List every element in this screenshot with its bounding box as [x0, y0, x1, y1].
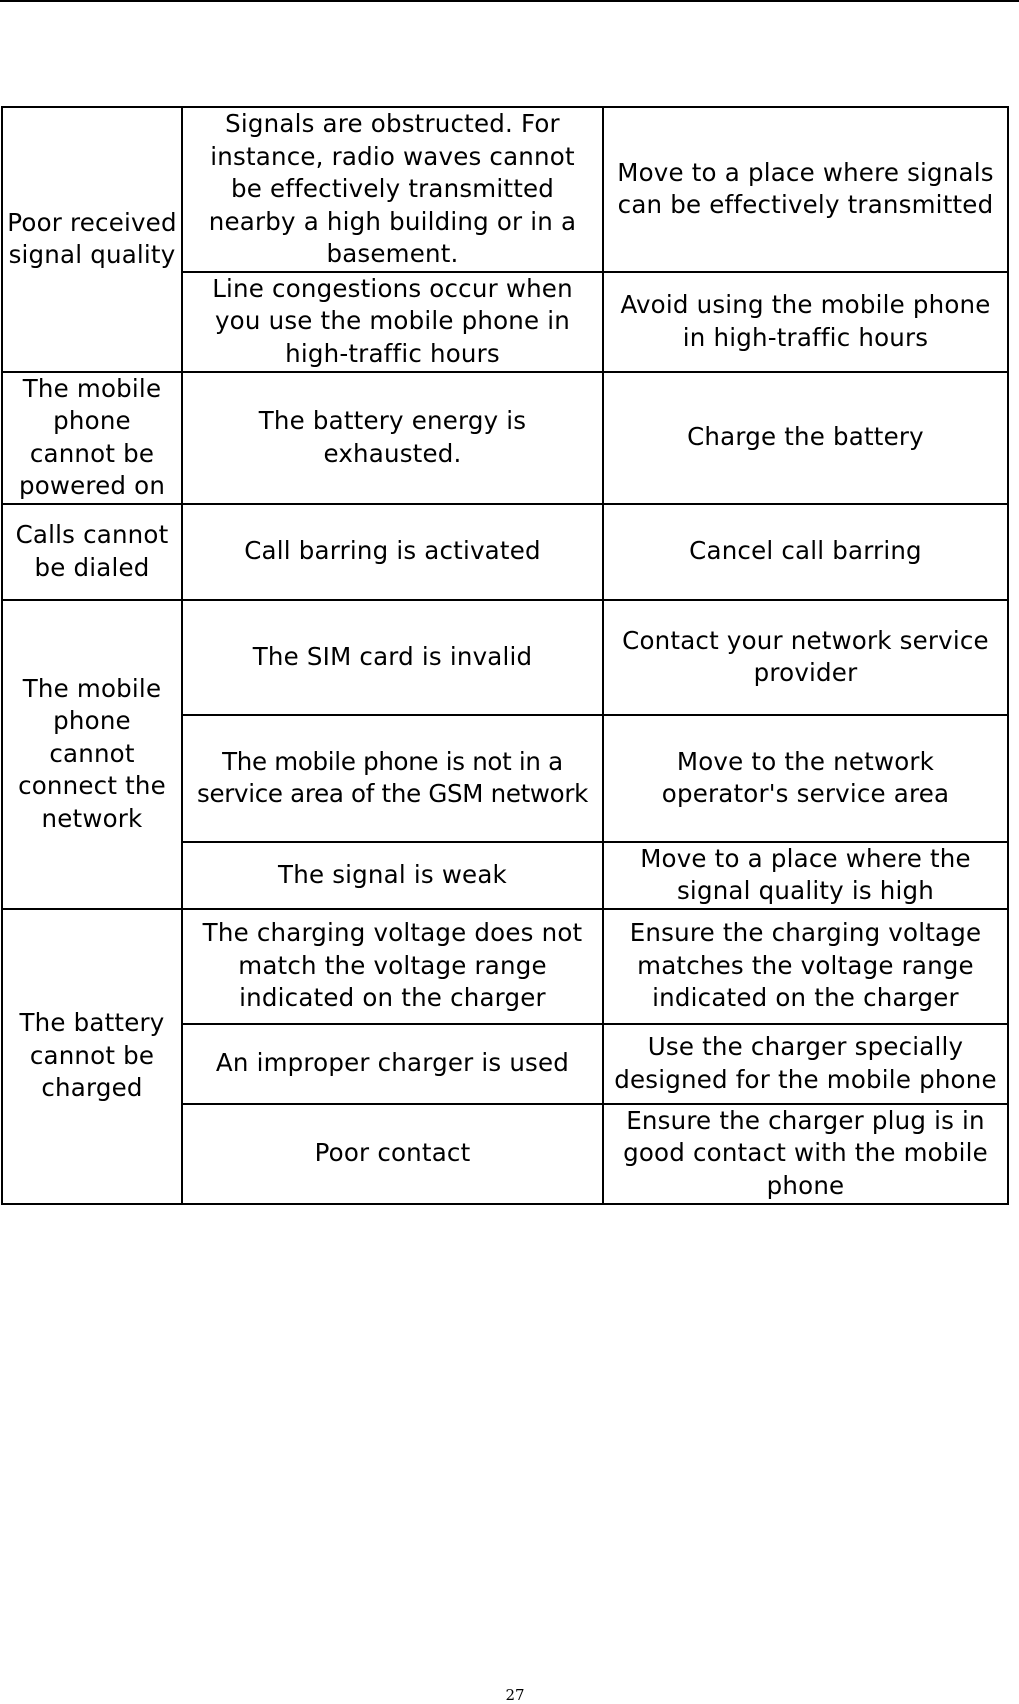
problem-cell: Poor received signal quality	[2, 107, 182, 372]
problem-cell: Calls cannot be dialed	[2, 504, 182, 600]
cause-cell: The charging voltage does not match the voltage range indicated on the charger	[182, 909, 603, 1024]
table-row	[2, 372, 1008, 504]
solution-cell: Ensure the charging voltage matches the voltage range indicated on the charger	[603, 909, 1008, 1024]
solution-cell: Contact your network service provider	[603, 600, 1008, 715]
table-row	[2, 107, 1008, 272]
table-row	[2, 600, 1008, 715]
cause-cell: The battery energy is exhausted.	[182, 372, 603, 504]
solution-cell: Charge the battery	[603, 372, 1008, 504]
table-row	[2, 909, 1008, 1024]
solution-cell: Ensure the charger plug is in good contact with the mobile phone	[603, 1104, 1008, 1204]
cause-cell: Line congestions occur when you use the mobile phone in high-traffic hours	[182, 272, 603, 372]
cause-cell: The SIM card is invalid	[182, 600, 603, 715]
troubleshooting-table	[1, 106, 1009, 1205]
top-rule	[0, 0, 1019, 2]
table-row	[2, 504, 1008, 600]
problem-cell: The mobile phone cannot be powered on	[2, 372, 182, 504]
problem-cell: The mobile phone cannot connect the network	[2, 600, 182, 909]
cause-cell: An improper charger is used	[182, 1024, 603, 1104]
solution-cell: Avoid using the mobile phone in high-traffic hours	[603, 272, 1008, 372]
cause-cell: The signal is weak	[182, 842, 603, 909]
solution-cell: Use the charger specially designed for the mobile phone	[603, 1024, 1008, 1104]
solution-cell: Move to the network operator's service area	[603, 715, 1008, 842]
cause-cell: Signals are obstructed. For instance, radio waves cannot be effectively transmitted nearby a high building or in a basement.	[182, 107, 603, 272]
cause-cell: Call barring is activated	[182, 504, 603, 600]
page-number: 27	[505, 1686, 525, 1704]
cause-cell: The mobile phone is not in a service area of the GSM network	[182, 715, 603, 842]
solution-cell: Cancel call barring	[603, 504, 1008, 600]
solution-cell: Move to a place where the signal quality is high	[603, 842, 1008, 909]
problem-cell: The battery cannot be charged	[2, 909, 182, 1204]
solution-cell: Move to a place where signals can be effectively transmitted	[603, 107, 1008, 272]
cause-cell: Poor contact	[182, 1104, 603, 1204]
